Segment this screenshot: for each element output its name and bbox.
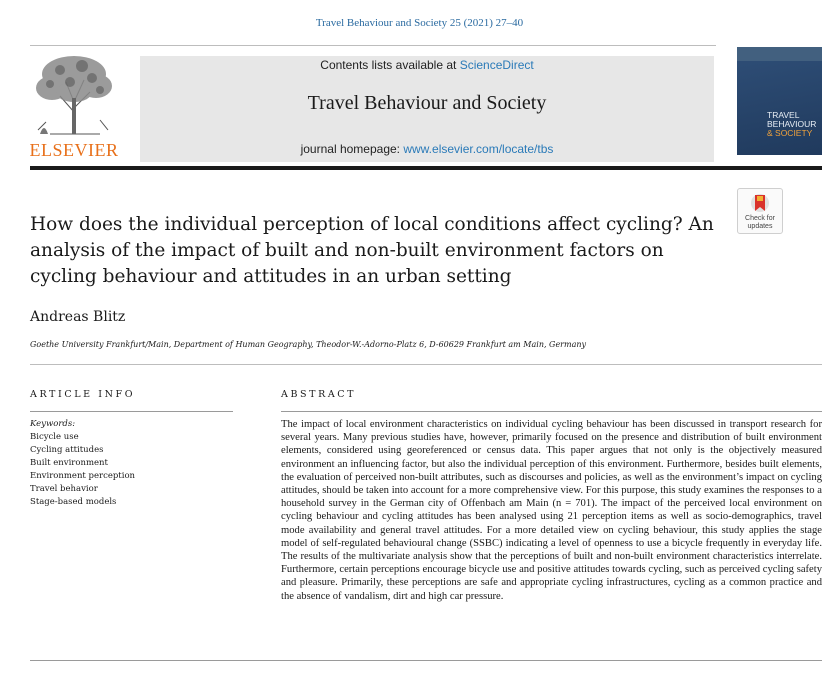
abstract-rule bbox=[281, 411, 822, 412]
keyword-item: Bicycle use bbox=[30, 432, 79, 442]
journal-homepage-link[interactable]: www.elsevier.com/locate/tbs bbox=[403, 142, 554, 156]
journal-reference[interactable]: Travel Behaviour and Society 25 (2021) 27–40 bbox=[315, 17, 524, 29]
keywords-block bbox=[30, 418, 240, 509]
cover-line-1: TRAVEL bbox=[767, 110, 800, 120]
abstract-heading: ABSTRACT bbox=[281, 389, 357, 400]
tree-logo-icon bbox=[30, 52, 118, 136]
bottom-divider bbox=[30, 660, 822, 661]
section-divider bbox=[30, 364, 822, 365]
abstract-text: The impact of local environment characteristics on individual cycling behaviour has been discussed in transport research for several years. Many previous studies have, however, primarily focused on the presence and distribution of built environment elements, considered using georeferenced or census data. This paper argues that not only is the objectively measured environment an influencing factor, but also the individual perception of this environment. Furthermore, besides built elements, the evaluation of perceived non-built attributes, such as discourses and policies, as well as the environment’s impact on cycling attitudes, should be taken into account for a more comprehensive view. For this purpose, this study examines the responses to a household survey in the German city of Offenbach am Main (n = 701). The impact of the perceived local environment on cycling behaviour and cycling attitudes has been analysed using 21 perception items as well as socio-demographics, travel mode availability and general travel attitudes. For a more detailed view on cycling behaviour, this study applies the stage model of self-regulated behavioural change (SSBC) indicating a level of openness to use a bicycle frequently in everyday life. The results of the multivariate analysis show that the perceptions of built and non-built environment characteristics interrelate. Furthermore, certain perceptions encourage bicycle use and positive attitudes towards cycling, such as perceived cycling safety and pleasure. Primarily, these perceptions are safe and appropriate cycling infrastructures, cycling as a common practice and the absence of vandalism, dirt and high car pressure. bbox=[281, 419, 822, 602]
keyword-item: Built environment bbox=[30, 458, 108, 468]
article-info-heading: ARTICLE INFO bbox=[30, 389, 136, 400]
keyword-item: Travel behavior bbox=[30, 484, 98, 494]
article-title: How does the individual perception of local conditions affect cycling? An analysis of the impact of built and non-built environment factors on cycling behaviour and attitudes in an urban setting bbox=[30, 214, 714, 287]
publisher-name: ELSEVIER bbox=[29, 140, 119, 160]
top-divider bbox=[30, 45, 716, 46]
keyword-item: Stage-based models bbox=[30, 497, 117, 507]
cover-line-3: & SOCIETY bbox=[767, 128, 813, 138]
check-for-updates-button[interactable] bbox=[737, 188, 783, 234]
bookmark-ribbon-icon bbox=[750, 193, 770, 215]
keyword-item: Cycling attitudes bbox=[30, 445, 104, 455]
header-divider bbox=[30, 166, 822, 170]
cover-title bbox=[767, 111, 822, 138]
contents-prefix: Contents lists available at bbox=[320, 58, 460, 72]
keyword-item: Environment perception bbox=[30, 471, 136, 481]
homepage-prefix: journal homepage: bbox=[300, 142, 404, 156]
contents-line bbox=[140, 58, 714, 72]
publisher-logo[interactable] bbox=[28, 52, 120, 162]
journal-banner bbox=[140, 56, 714, 162]
sciencedirect-link[interactable]: ScienceDirect bbox=[459, 58, 534, 72]
keywords-label: Keywords: bbox=[30, 419, 76, 429]
homepage-line bbox=[140, 142, 714, 156]
cover-line-2: BEHAVIOUR bbox=[767, 119, 817, 129]
article-info-rule bbox=[30, 411, 233, 412]
author-affiliation: Goethe University Frankfurt/Main, Department of Human Geography, Theodor-W.-Adorno-Platz 6, D-60629 Frankfurt am Main, Germany bbox=[30, 340, 587, 349]
journal-title: Travel Behaviour and Society bbox=[307, 92, 547, 114]
check-for-updates-label: Check for updates bbox=[745, 215, 775, 230]
journal-cover[interactable] bbox=[737, 47, 822, 155]
cover-strip bbox=[737, 47, 822, 61]
author-name[interactable]: Andreas Blitz bbox=[30, 309, 126, 325]
